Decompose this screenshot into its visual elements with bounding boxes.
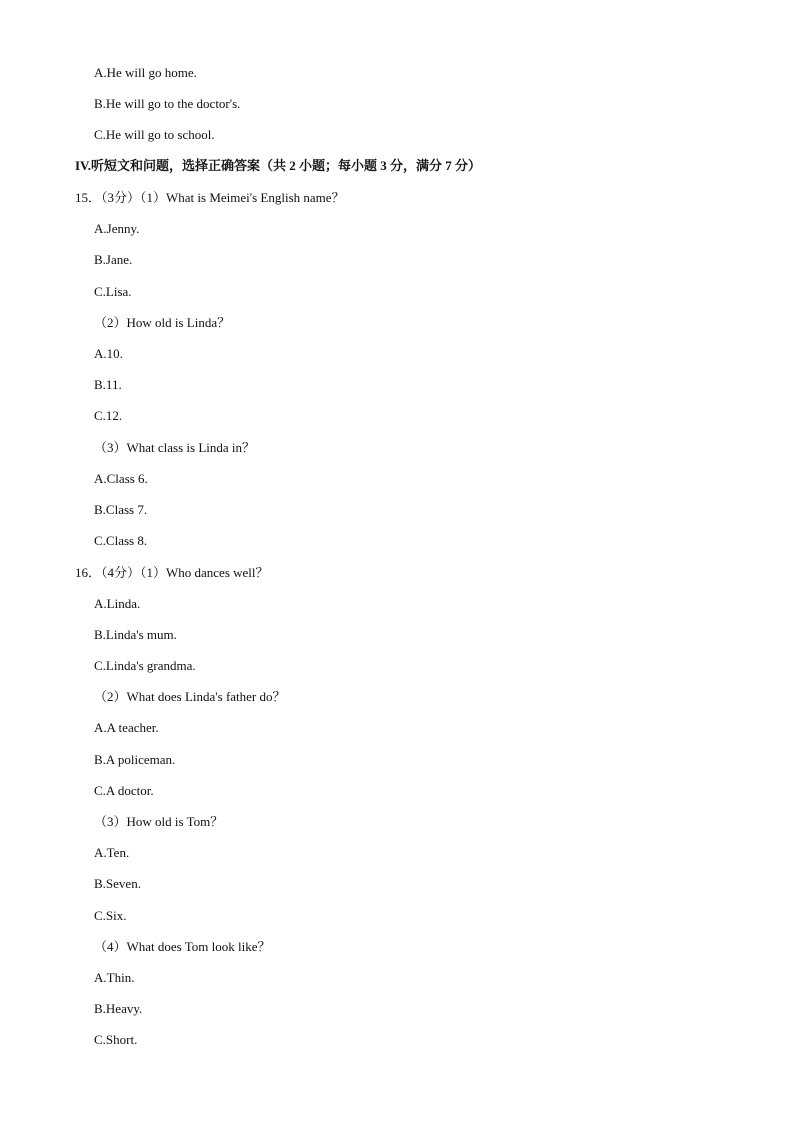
q16-p3-option-c: C.Six. — [94, 908, 127, 923]
q15-p1-option-c: C.Lisa. — [94, 284, 132, 299]
q16-p2-option-a: A.A teacher. — [94, 720, 159, 735]
q16-part3-question: （3）How old is Tom？ — [94, 814, 224, 829]
q15-p2-option-b: B.11. — [94, 377, 122, 392]
option-b: B.He will go to the doctor's. — [94, 96, 241, 111]
q16-part2-question: （2）What does Linda's father do？ — [94, 689, 286, 704]
q16-part4-question: （4）What does Tom look like？ — [94, 939, 271, 954]
q15-p1-option-a: A.Jenny. — [94, 221, 140, 236]
q15-part2-question: （2）How old is Linda？ — [94, 315, 231, 330]
q15-p1-option-b: B.Jane. — [94, 252, 133, 267]
q16-p3-option-b: B.Seven. — [94, 876, 141, 891]
q16-p4-option-a: A.Thin. — [94, 970, 135, 985]
q15-p3-option-b: B.Class 7. — [94, 502, 148, 517]
question-15-header: 15．（3分）（1）What is Meimei's English name？ — [75, 190, 345, 205]
q15-part3-question: （3）What class is Linda in？ — [94, 440, 256, 455]
q16-p1-option-b: B.Linda's mum. — [94, 627, 177, 642]
q16-p4-option-c: C.Short. — [94, 1032, 138, 1047]
q15-p2-option-c: C.12. — [94, 408, 123, 423]
q15-p2-option-a: A.10. — [94, 346, 123, 361]
q16-p1-option-a: A.Linda. — [94, 596, 141, 611]
q16-p1-option-c: C.Linda's grandma. — [94, 658, 196, 673]
section-heading: IV.听短文和问题，选择正确答案（共 2 小题；每小题 3 分，满分 7 分） — [75, 158, 482, 173]
option-a: A.He will go home. — [94, 65, 197, 80]
q16-p2-option-c: C.A doctor. — [94, 783, 154, 798]
question-16-header: 16．（4分）（1）Who dances well？ — [75, 565, 269, 580]
option-c: C.He will go to school. — [94, 127, 215, 142]
q15-p3-option-a: A.Class 6. — [94, 471, 148, 486]
q16-p2-option-b: B.A policeman. — [94, 752, 176, 767]
q16-p3-option-a: A.Ten. — [94, 845, 130, 860]
q16-p4-option-b: B.Heavy. — [94, 1001, 143, 1016]
q15-p3-option-c: C.Class 8. — [94, 533, 148, 548]
